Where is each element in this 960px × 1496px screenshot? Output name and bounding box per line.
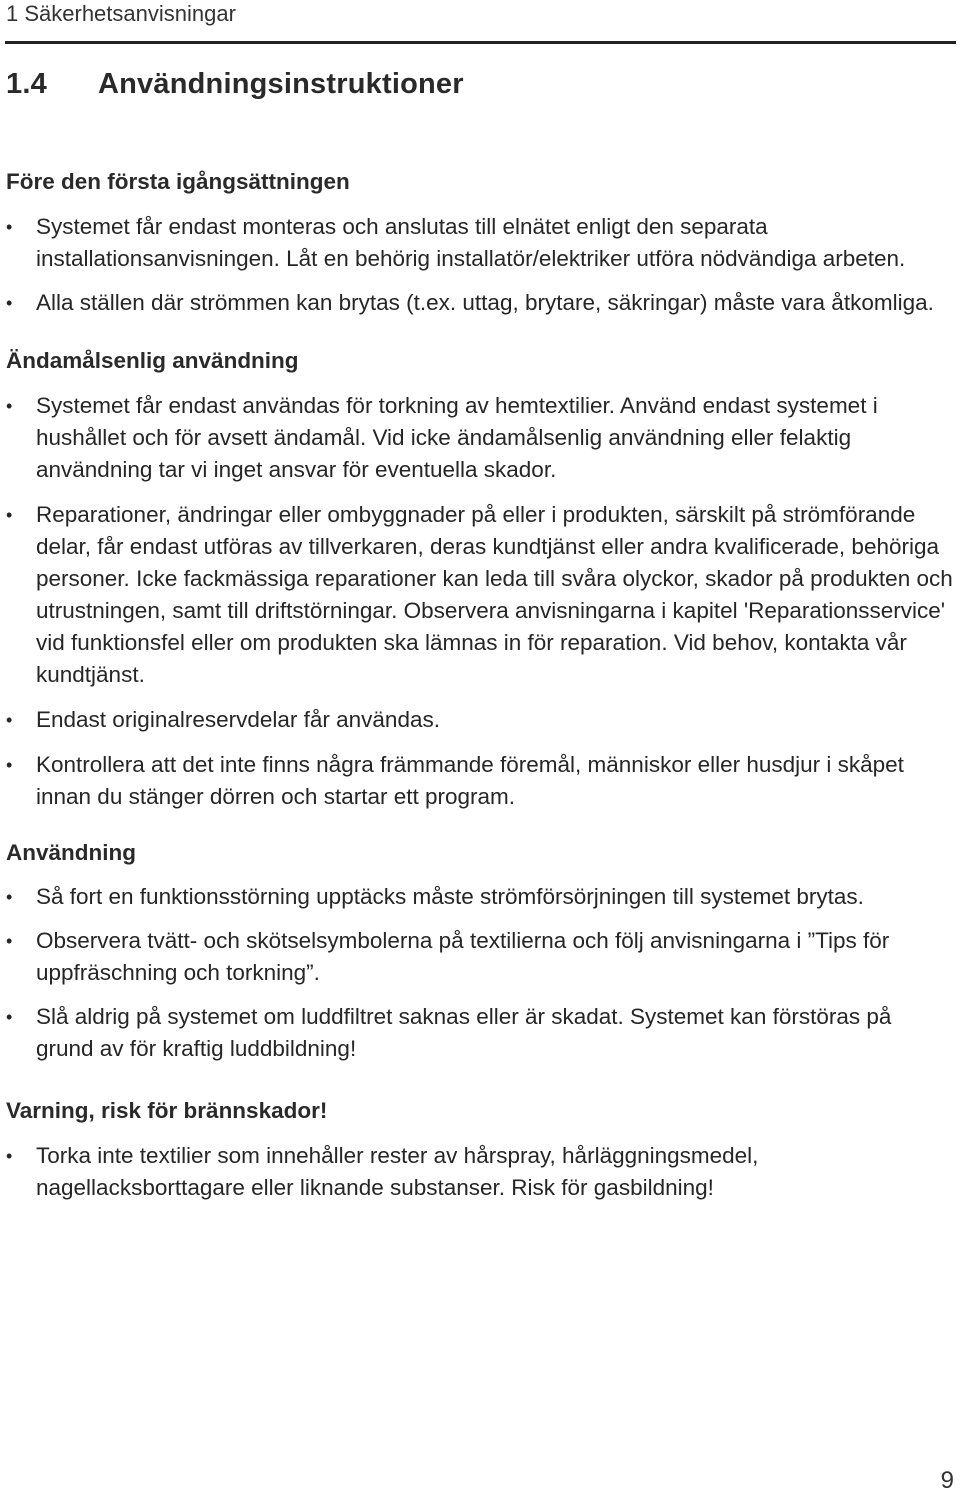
bullet-icon: • <box>6 887 13 907</box>
page-number: 9 <box>940 1467 954 1494</box>
list-item <box>6 499 954 691</box>
bullet-list <box>6 881 954 1065</box>
bullet-icon: • <box>6 293 13 313</box>
bullet-list <box>6 211 954 319</box>
list-item-text: Observera tvätt- och skötselsymbolerna på textilierna och följ anvisningarna i ”Tips för uppfräschning och torkning”. <box>36 928 890 985</box>
list-item-text: Kontrollera att det inte finns några främmande föremål, människor eller husdjur i skåpet innan du stänger dörren och startar ett program. <box>36 752 904 809</box>
section-heading: Före den första igångsättningen <box>6 169 350 194</box>
list-item <box>6 704 954 736</box>
section-usage <box>6 837 954 1065</box>
bullet-icon: • <box>6 755 13 775</box>
list-item-text: Reparationer, ändringar eller ombyggnader på eller i produkten, särskilt på strömförande delar, får endast utföras av tillverkaren, deras kundtjänst eller andra kvalificerade, behöriga personer. Icke fackmässiga reparationer kan leda till svåra olyckor, skador på produkten och utrustningen, samt till driftstörningar. Observera anvisningarna i kapitel 'Reparationsservice' vid funktionsfel eller om produkten ska lämnas in för reparation. Vid behov, kontakta vår kundtjänst. <box>36 502 953 687</box>
section-burn-warning <box>6 1095 954 1204</box>
section-before-first-use <box>6 166 954 319</box>
header-rule <box>5 41 956 44</box>
list-item-text: Endast originalreservdelar får användas. <box>36 707 440 732</box>
bullet-list <box>6 1140 954 1204</box>
bullet-icon: • <box>6 710 13 730</box>
section-number: 1.4 <box>6 68 47 100</box>
list-item <box>6 390 954 486</box>
list-item-text: Slå aldrig på systemet om luddfiltret saknas eller är skadat. Systemet kan förstöras på grund av för kraftig luddbildning! <box>36 1004 892 1061</box>
list-item <box>6 287 954 319</box>
list-item-text: Systemet får endast monteras och anslutas till elnätet enligt den separata installationsanvisningen. Låt en behörig installatör/elektriker utföra nödvändiga arbeten. <box>36 214 906 271</box>
list-item <box>6 749 954 813</box>
list-item-text: Så fort en funktionsstörning upptäcks måste strömförsörjningen till systemet brytas. <box>36 884 864 909</box>
bullet-icon: • <box>6 931 13 951</box>
bullet-icon: • <box>6 396 13 416</box>
list-item <box>6 1140 954 1204</box>
list-item <box>6 1001 954 1065</box>
list-item <box>6 881 954 913</box>
list-item <box>6 211 954 275</box>
list-item <box>6 925 954 989</box>
running-header: 1 Säkerhetsanvisningar <box>6 1 236 26</box>
section-heading: Användning <box>6 840 136 865</box>
page-title <box>6 66 464 102</box>
list-item-text: Systemet får endast användas för torkning av hemtextilier. Använd endast systemet i hushållet och för avsett ändamål. Vid icke ändamålsenlig användning eller felaktig användning tar vi inget ansvar för eventuella skador. <box>36 393 878 482</box>
content <box>6 166 954 1204</box>
list-item-text: Alla ställen där strömmen kan brytas (t.ex. uttag, brytare, säkringar) måste vara åtkomliga. <box>36 290 934 315</box>
bullet-icon: • <box>6 1146 13 1166</box>
section-intended-use <box>6 345 954 813</box>
section-heading: Ändamålsenlig användning <box>6 348 299 373</box>
section-heading: Varning, risk för brännskador! <box>6 1098 328 1123</box>
list-item-text: Torka inte textilier som innehåller rester av hårspray, hårläggningsmedel, nagellacksborttagare eller liknande substanser. Risk för gasbildning! <box>36 1143 759 1200</box>
section-title-text: Användningsinstruktioner <box>98 68 464 100</box>
bullet-icon: • <box>6 217 13 237</box>
bullet-icon: • <box>6 1007 13 1027</box>
bullet-list <box>6 390 954 813</box>
bullet-icon: • <box>6 505 13 525</box>
